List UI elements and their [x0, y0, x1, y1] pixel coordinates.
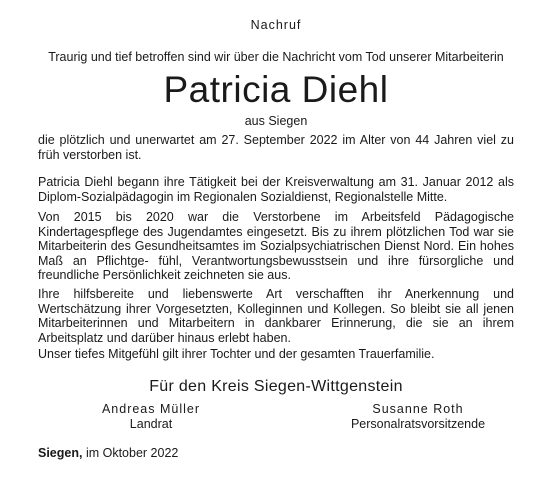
- organization-line: Für den Kreis Siegen-Wittgenstein: [149, 378, 403, 395]
- signatory-title: Personalratsvorsitzende: [350, 417, 486, 431]
- obituary-notice: [38, 0, 514, 484]
- signatory-left: [76, 402, 226, 432]
- deceased-origin: aus Siegen: [244, 114, 308, 128]
- signatory-title: Landrat: [129, 417, 173, 431]
- paragraph-character: Ihre hilfsbereite und liebenswerte Art verschafften ihr Anerkennung und Wertschätzung ihrer Vorgesetzten, Kolleginnen und Kollegen. So bleibt sie all jenen Mitarbeiterinnen und Mitarbeitern in dankbarer Erinnerung, die sie an ihrem Arbeitsplatz und darüber hinaus erlebt haben.: [38, 287, 514, 345]
- signatory-name: Andreas Müller: [101, 402, 201, 416]
- notice-heading: Nachruf: [250, 18, 302, 32]
- paragraph-condolence: Unser tiefes Mitgefühl gilt ihrer Tochter und der gesamten Trauerfamilie.: [38, 347, 435, 361]
- intro-text: Traurig und tief betroffen sind wir über die Nachricht vom Tod unserer Mitarbeiterin: [48, 50, 504, 64]
- dateline: [38, 446, 178, 460]
- paragraph-career-start: Patricia Diehl begann ihre Tätigkeit bei der Kreisverwaltung am 31. Januar 2012 als Diplom-Sozialpädagogin im Regionalen Sozialdienst, Regionalstelle Mitte.: [38, 175, 514, 204]
- dateline-place: Siegen,: [38, 446, 83, 460]
- paragraph-career: Von 2015 bis 2020 war die Verstorbene im Arbeitsfeld Pädagogische Kindertagespflege des Jugendamtes eingesetzt. Bis zu ihrem plötzlichen Tod war sie Mitarbeiterin des Gesundheitsamtes im Sozialpsychiatrischen Dienst Nord. Ein hohes Maß an Pflichtge- fühl, Verantwortungsbewusstsein und ihre fürsorgliche und freundliche Persönlichkeit zeichneten sie aus.: [38, 210, 514, 282]
- paragraph-death: die plötzlich und unerwartet am 27. September 2022 im Alter von 44 Jahren viel zu früh verstorben ist.: [38, 133, 514, 162]
- deceased-name: Patricia Diehl: [163, 69, 389, 110]
- signatory-right: [338, 402, 498, 432]
- dateline-date: im Oktober 2022: [85, 446, 179, 460]
- signatory-name: Susanne Roth: [372, 402, 464, 416]
